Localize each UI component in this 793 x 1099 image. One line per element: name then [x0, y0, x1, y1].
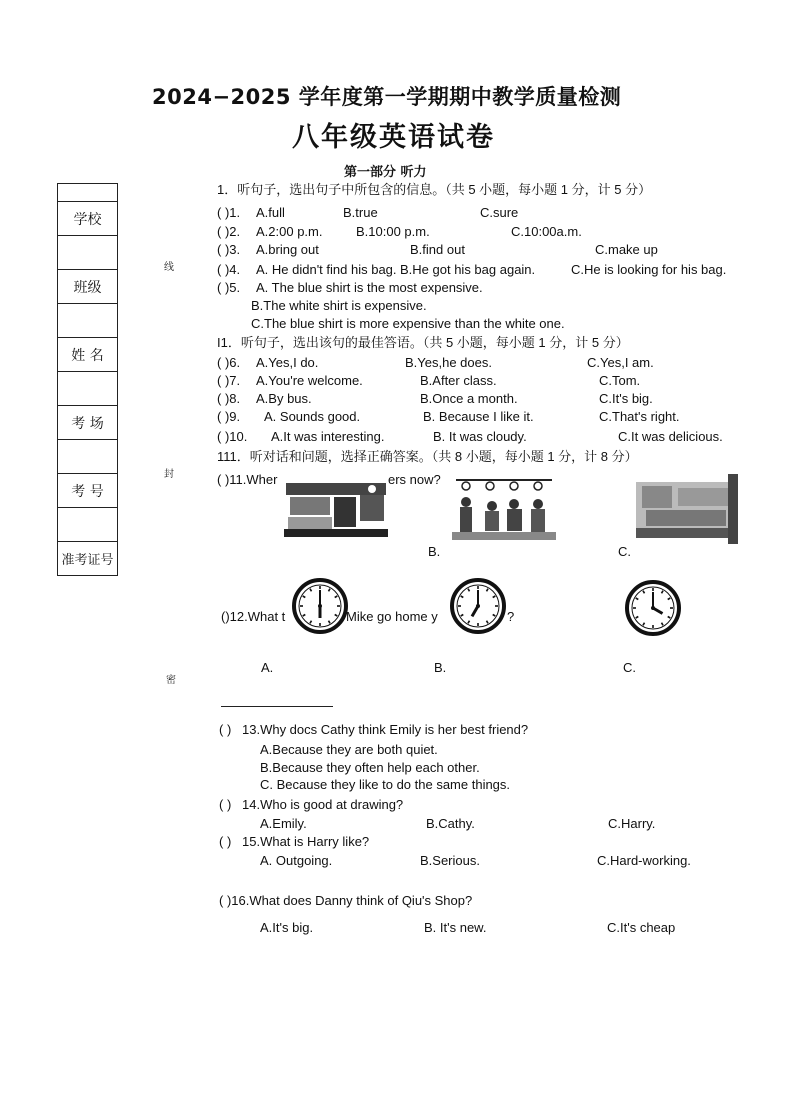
q7-option-b[interactable]: B.After class.	[420, 373, 497, 388]
q14-option-c[interactable]: C.Harry.	[608, 816, 656, 831]
q11-label-b: B.	[428, 544, 441, 559]
q15-option-b[interactable]: B.Serious.	[420, 853, 480, 868]
info-table-header-cell	[58, 184, 117, 202]
q10-option-a[interactable]: A.It was interesting.	[271, 429, 385, 444]
q1-option-c[interactable]: C.sure	[480, 205, 519, 220]
q9-stem: ( )9.	[217, 409, 241, 424]
q11-label-c: C.	[618, 544, 631, 559]
q4-option-b[interactable]: B.He got his bag again.	[400, 262, 536, 277]
q11-option-b-photo[interactable]	[452, 474, 556, 540]
q13-option-c[interactable]: C. Because they like to do the same things.	[260, 777, 511, 792]
q7-option-a[interactable]: A.You're welcome.	[256, 373, 363, 388]
q3-option-b[interactable]: B.find out	[410, 242, 465, 257]
q14-paren: ( )	[219, 797, 232, 812]
q3-option-c[interactable]: C.make up	[595, 242, 658, 257]
q13-option-a[interactable]: A.Because they are both quiet.	[260, 742, 438, 757]
q2-stem: ( )2.	[217, 224, 241, 239]
q11-stem-left: ( )11.Wher	[217, 472, 278, 487]
q12-stem-left: ()12.What t	[221, 609, 286, 624]
exam-title: 2024−2025 学年度第一学期期中教学质量检测	[152, 85, 622, 109]
q11-option-a-photo[interactable]	[284, 473, 388, 537]
q16-option-b[interactable]: B. It's new.	[424, 920, 487, 935]
clock-b-icon[interactable]	[449, 577, 507, 635]
q8-option-c[interactable]: C.It's big.	[599, 391, 653, 406]
q5-option-b[interactable]: B.The white shirt is expensive.	[251, 298, 427, 313]
clock-a-icon[interactable]	[291, 577, 349, 635]
q9-option-b[interactable]: B. Because I like it.	[423, 409, 534, 424]
q14-option-b[interactable]: B.Cathy.	[426, 816, 475, 831]
q10-option-c[interactable]: C.It was delicious.	[618, 429, 723, 444]
seal-mark-line: 线	[164, 262, 174, 273]
q16-option-a[interactable]: A.It's big.	[260, 920, 314, 935]
q5-option-c[interactable]: C.The blue shirt is more expensive than the white one.	[251, 316, 565, 331]
name-label: 姓 名	[58, 338, 117, 372]
section3-heading: 111．听对话和问题，选择正确答案。（共 8 小题，每小题 1 分，计 8 分）	[217, 449, 638, 464]
seal-mark-seal: 封	[164, 469, 174, 480]
q8-option-b[interactable]: B.Once a month.	[420, 391, 518, 406]
q6-option-c[interactable]: C.Yes,I am.	[587, 355, 654, 370]
q1-option-b[interactable]: B.true	[343, 205, 378, 220]
clock-c-icon[interactable]	[624, 579, 682, 637]
q1-option-a[interactable]: A.full	[256, 205, 285, 220]
q16-option-c[interactable]: C.It's cheap	[607, 920, 676, 935]
q14-option-a[interactable]: A.Emily.	[260, 816, 307, 831]
exam-subtitle: 八年级英语试卷	[292, 122, 495, 153]
q15-option-a[interactable]: A. Outgoing.	[260, 853, 333, 868]
q12-stem-right: Mike go home y	[346, 609, 438, 624]
q7-stem: ( )7.	[217, 373, 241, 388]
q6-option-b[interactable]: B.Yes,he does.	[405, 355, 492, 370]
q8-stem: ( )8.	[217, 391, 241, 406]
q12-stem-end: ?	[507, 609, 515, 624]
q7-option-c[interactable]: C.Tom.	[599, 373, 641, 388]
class-field[interactable]	[58, 304, 117, 338]
q2-option-a[interactable]: A.2:00 p.m.	[256, 224, 323, 239]
q9-option-a[interactable]: A. Sounds good.	[264, 409, 361, 424]
q9-option-c[interactable]: C.That's right.	[599, 409, 680, 424]
q5-stem: ( )5.	[217, 280, 241, 295]
section2-heading: I1．听句子，选出该句的最佳答语。（共 5 小题，每小题 1 分，计 5 分）	[217, 335, 629, 350]
q6-option-a[interactable]: A.Yes,I do.	[256, 355, 319, 370]
q6-stem: ( )6.	[217, 355, 241, 370]
q4-option-a[interactable]: A. He didn't find his bag.	[256, 262, 397, 277]
q13-stem: 13.Why docs Cathy think Emily is her best friend?	[242, 722, 529, 737]
q11-option-c-photo[interactable]	[632, 468, 742, 546]
q13-option-b[interactable]: B.Because they often help each other.	[260, 760, 480, 775]
exam-number-label: 考 号	[58, 474, 117, 508]
q4-option-c[interactable]: C.He is looking for his bag.	[571, 262, 727, 277]
q2-option-c[interactable]: C.10:00a.m.	[511, 224, 582, 239]
q15-stem: 15.What is Harry like?	[242, 834, 370, 849]
q11-stem-right: ers now?	[388, 472, 441, 487]
q15-paren: ( )	[219, 834, 232, 849]
name-field[interactable]	[58, 372, 117, 406]
q3-option-a[interactable]: A.bring out	[256, 242, 319, 257]
part-heading: 第一部分 听力	[344, 165, 427, 180]
q2-option-b[interactable]: B.10:00 p.m.	[356, 224, 430, 239]
q12-label-b: B.	[434, 660, 447, 675]
school-label: 学校	[58, 202, 117, 236]
q15-option-c[interactable]: C.Hard-working.	[597, 853, 691, 868]
q12-label-c: C.	[623, 660, 636, 675]
q10-stem: ( )10.	[217, 429, 248, 444]
exam-number-field[interactable]	[58, 508, 117, 542]
q8-option-a[interactable]: A.By bus.	[256, 391, 312, 406]
section1-heading: 1．听句子，选出句子中所包含的信息。（共 5 小题，每小题 1 分，计 5 分）	[217, 182, 652, 197]
q12-label-a: A.	[261, 660, 274, 675]
q10-option-b[interactable]: B. It was cloudy.	[433, 429, 527, 444]
q14-stem: 14.Who is good at drawing?	[242, 797, 404, 812]
q5-option-a[interactable]: A. The blue shirt is the most expensive.	[256, 280, 483, 295]
q16-stem: ( )16.What does Danny think of Qiu's Shop?	[219, 893, 473, 908]
exam-room-label: 考 场	[58, 406, 117, 440]
admission-ticket-label: 准考证号	[58, 542, 117, 576]
q4-stem: ( )4.	[217, 262, 241, 277]
q3-stem: ( )3.	[217, 242, 241, 257]
student-info-table	[57, 183, 118, 576]
divider-line	[221, 706, 333, 707]
seal-mark-secret: 密	[166, 675, 176, 686]
q1-stem: ( )1.	[217, 205, 241, 220]
class-label: 班级	[58, 270, 117, 304]
exam-room-field[interactable]	[58, 440, 117, 474]
q13-paren: ( )	[219, 722, 232, 737]
school-field[interactable]	[58, 236, 117, 270]
